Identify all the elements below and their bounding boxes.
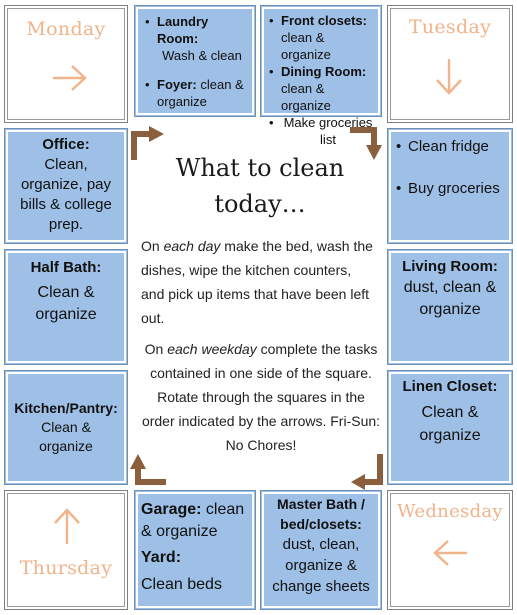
living-room-box [387,249,513,365]
day-name-wednesday: Wednesday [397,501,503,522]
dining-item [267,63,375,114]
intro-paragraph-1: On each day make the bed, wash the dishes, wipe the kitchen counters, and pick up items that have been left out. [141,238,373,326]
linen-closet-text: Clean & organize [419,404,481,444]
office-box [4,128,128,244]
living-room-text: dust, clean & organize [403,279,497,318]
foyer-item [143,76,247,110]
fridge-item-groceries: • Buy groceries [394,179,506,199]
laundry-text: Wash & clean [162,48,242,63]
turn-arrow-bottom-left-icon [128,450,168,490]
arrow-left-icon [430,539,470,567]
closets-item [267,12,375,63]
garage-text: clean & organize [141,501,245,540]
half-bath-text: Clean & organize [35,284,97,323]
office-label: Office: [42,136,90,153]
half-bath-box [4,249,128,365]
day-name-tuesday: Tuesday [408,16,492,38]
arrow-down-icon [435,56,463,98]
laundry-label: Laundry Room: [157,14,209,46]
title-line-2: today… [214,190,306,218]
laundry-foyer-box [134,5,256,117]
turn-arrow-top-right-icon [348,124,388,164]
master-bath-box [260,490,382,610]
closets-label: Front closets: [281,13,367,28]
dining-label: Dining Room: [281,64,367,79]
arrow-right-icon [50,64,90,92]
laundry-item [143,13,247,64]
arrow-up-icon [53,505,81,547]
turn-arrow-top-left-icon [128,124,168,164]
kitchen-box [4,370,128,485]
day-name-monday: Monday [26,18,106,40]
yard-text: Clean beds [141,576,222,593]
monday-square [4,5,128,123]
yard-label-line [141,547,249,569]
master-bath-label: Master Bath / bed/closets: [277,496,365,532]
groceries-text: Make groceries list [283,115,373,147]
half-bath-label: Half Bath: [30,259,102,276]
fridge-box [387,128,513,244]
wednesday-square [387,490,513,610]
turn-arrow-bottom-right-icon [348,450,388,490]
garage-yard-box [134,490,256,610]
master-bath-text: dust, clean, organize & change sheets [272,536,370,595]
linen-closet-box [387,370,513,485]
day-name-thursday: Thursday [19,557,113,579]
title [140,150,380,222]
foyer-label: Foyer: [157,77,197,92]
kitchen-label: Kitchen/Pantry: [14,400,118,416]
tuesday-square [387,5,513,123]
foyer-text: clean & organize [157,77,244,109]
garage-line [141,499,249,543]
closets-text: clean & organize [281,30,331,62]
front-closets-box [260,5,382,147]
thursday-square [4,490,128,610]
garage-label: Garage: [141,501,202,518]
fridge-item-clean: • Clean fridge [394,137,506,157]
office-text: Clean, organize, pay bills & college prep. [20,156,112,233]
kitchen-text: Clean & organize [39,419,93,454]
yard-label: Yard: [141,549,182,566]
dining-text: clean & organize [281,81,331,113]
linen-closet-label: Linen Closet: [402,378,498,395]
living-room-label: Living Room: [402,258,498,275]
intro-paragraph-2: On each weekday complete the tasks contained in one side of the square. Rotate through the squares in the order indicated by the arrows. Fri-Sun: No Chores! [141,341,381,453]
title-line-1: What to clean [175,154,345,182]
